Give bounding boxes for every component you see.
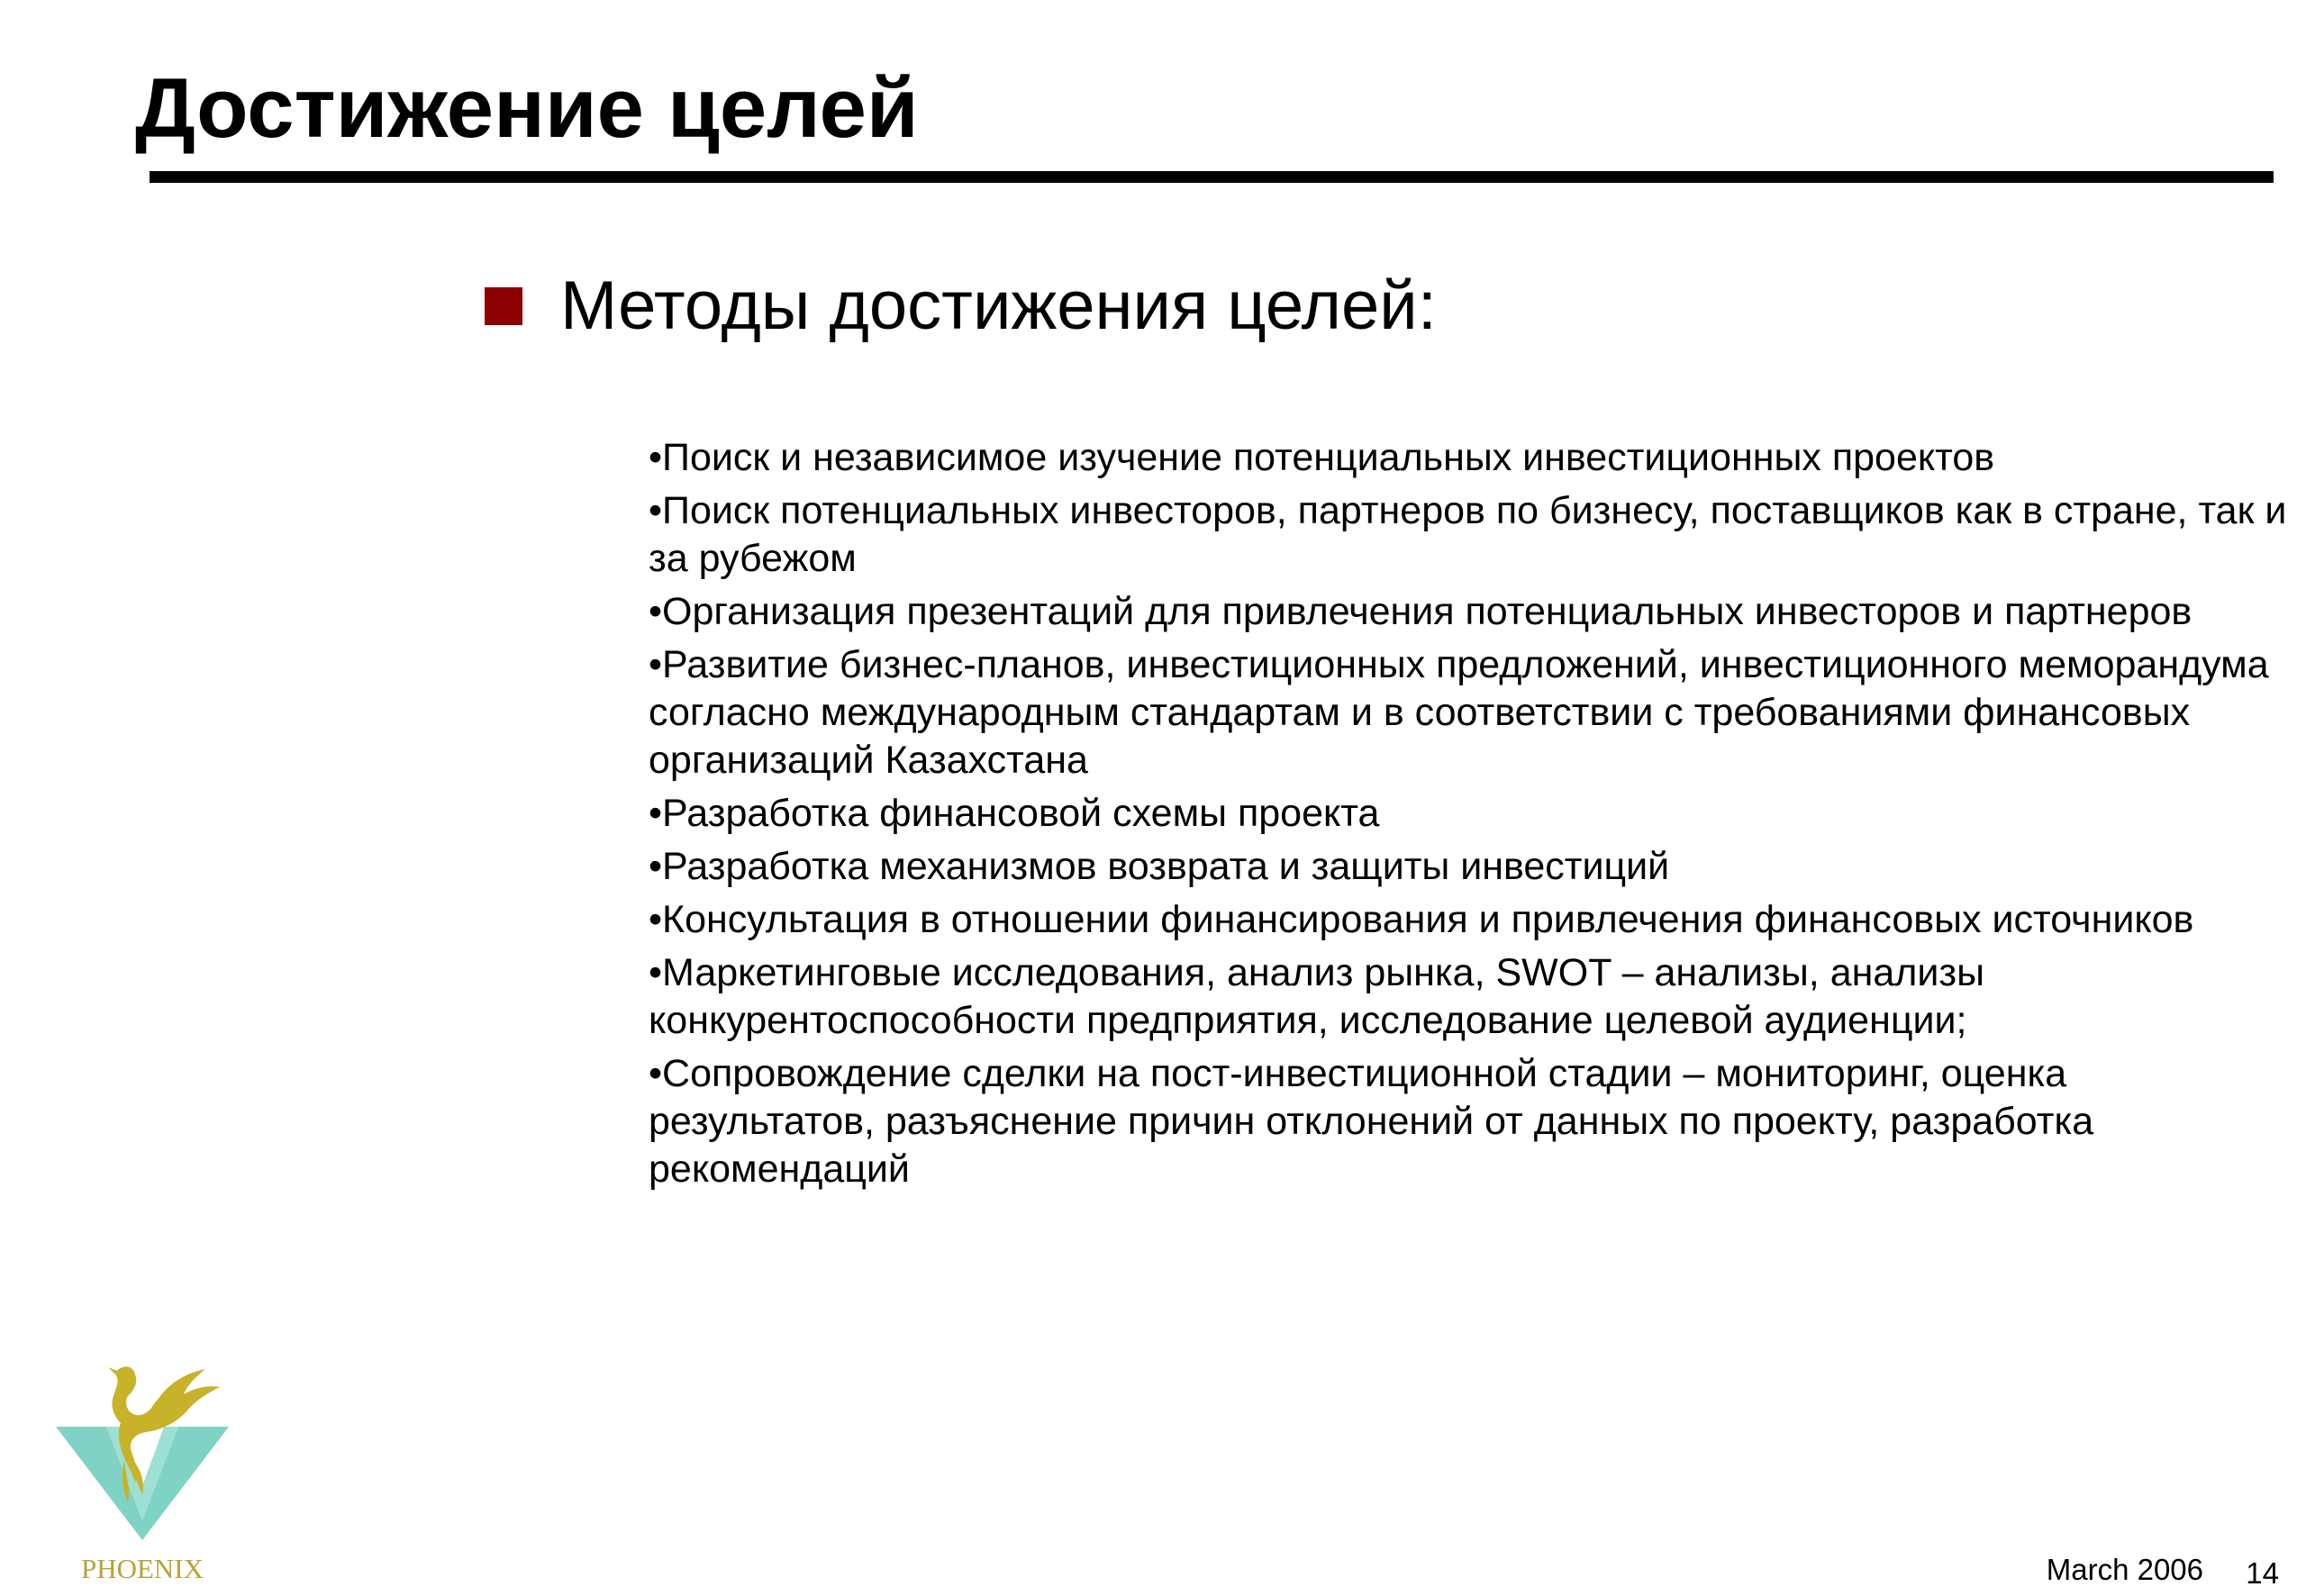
logo-text: PHOENIX [80, 1553, 204, 1584]
footer-date: March 2006 [2046, 1553, 2203, 1586]
method-item: •Поиск потенциальных инвесторов, партнеров по бизнесу, поставщиков как в стране, так и за рубежом [649, 489, 2287, 580]
method-item: •Разработка механизмов возврата и защиты инвестиций [649, 845, 1670, 888]
slide-title: Достижение целей [135, 60, 919, 155]
method-item: •Консультация в отношении финансирования и привлечения финансовых источников [649, 898, 2194, 941]
page-number: 14 [2246, 1556, 2279, 1590]
section-heading-row [485, 267, 1437, 345]
method-item: •Сопровождение сделки на пост-инвестиционной стадии – мониторинг, оценка результатов, разъяснение причин отклонений от данных по проекту, разработка рекомендаций [649, 1052, 2094, 1191]
method-item: •Поиск и независимое изучение потенциальных инвестиционных проектов [649, 436, 1995, 479]
methods-list [649, 434, 2297, 1199]
title-underline [150, 171, 2274, 183]
method-item: •Разработка финансовой схемы проекта [649, 792, 1380, 835]
square-bullet-icon [485, 287, 522, 325]
section-heading: Методы достижения целей: [560, 268, 1437, 344]
method-item: •Маркетинговые исследования, анализ рынка, SWOT – анализы, анализы конкурентоспособности предприятия, исследование целевой аудиенции; [649, 951, 1984, 1042]
phoenix-logo [52, 1360, 232, 1585]
phoenix-logo-icon [52, 1360, 232, 1585]
method-item: •Развитие бизнес-планов, инвестиционных предложений, инвестиционного меморандума согласно международным стандартам и в соответствии с требованиями финансовых организаций Казахстана [649, 643, 2269, 782]
method-item: •Организация презентаций для привлечения потенциальных инвесторов и партнеров [649, 590, 2193, 633]
